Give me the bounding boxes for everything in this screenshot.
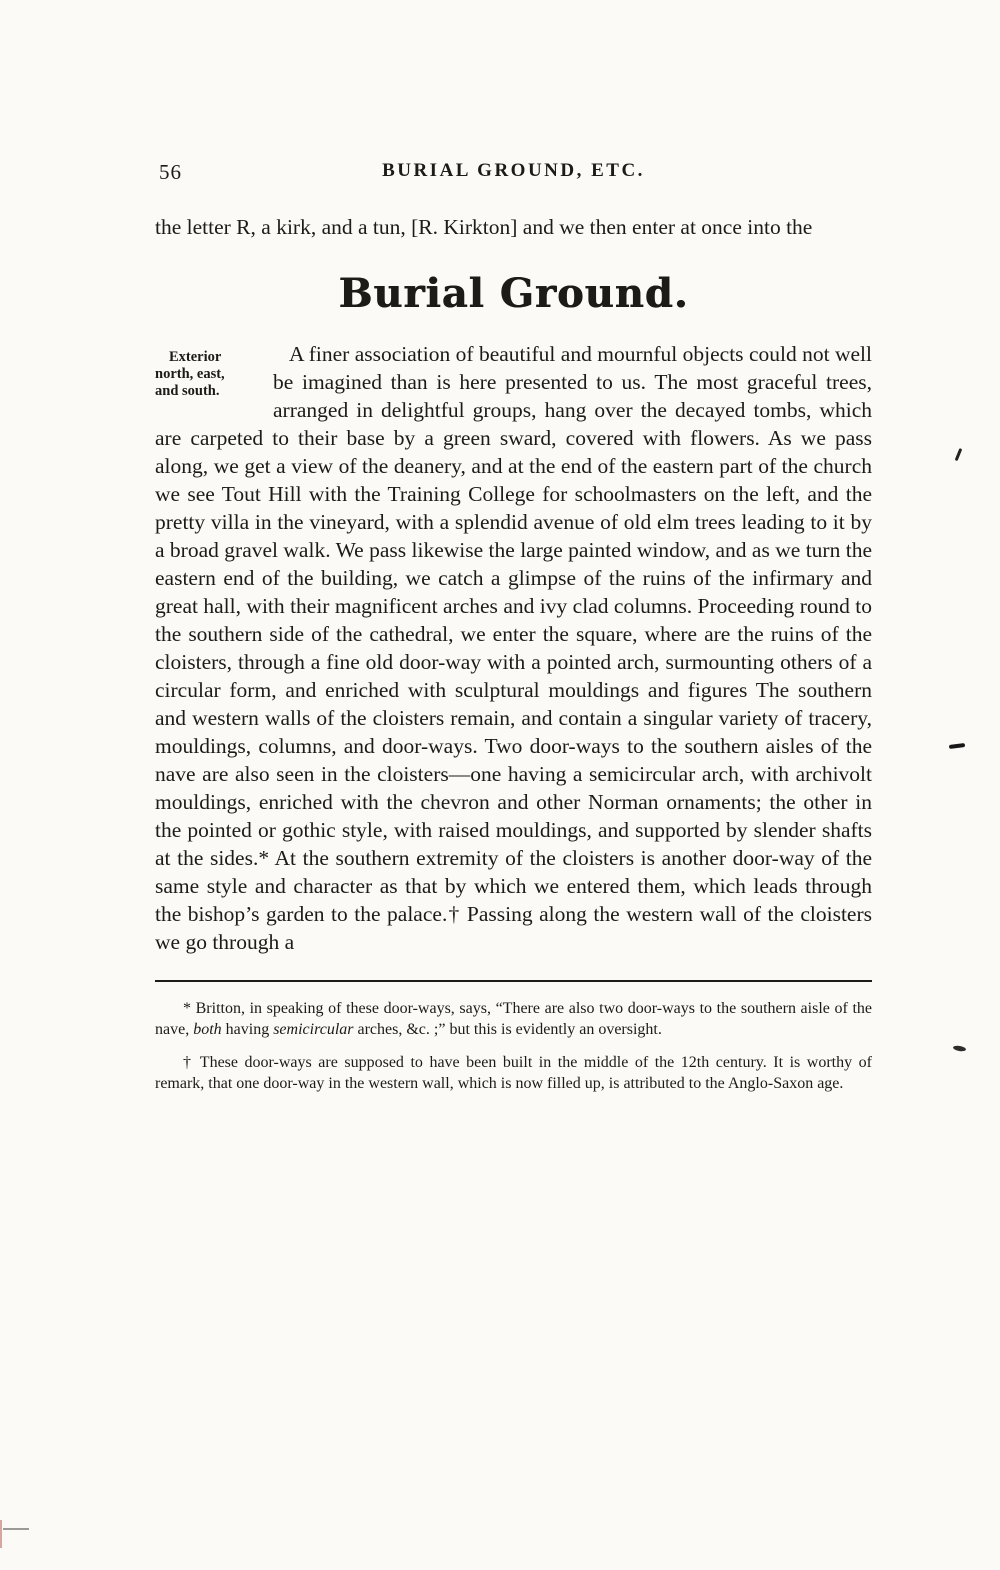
section-heading: Burial Ground. [338, 270, 689, 317]
scan-artifact-right-2 [949, 743, 965, 748]
footnote-1-italic: semicircular [273, 1021, 354, 1038]
margin-note [155, 349, 273, 417]
intro-paragraph: the letter R, a kirk, and a tun, [R. Kirkton] and we then enter at once into the [155, 215, 813, 239]
footnote-1-text: having [221, 1021, 274, 1038]
scan-artifact-right-3 [953, 1045, 967, 1052]
footnote-rule [155, 980, 872, 982]
footnote-1-text: arches, &c. ;” but this is evidently an oversight. [353, 1021, 662, 1038]
footnote-1 [155, 998, 872, 1040]
margin-note-line: Exterior [169, 349, 222, 365]
scan-artifact-left-edge [0, 1520, 2, 1548]
footnote-1-italic: both [193, 1021, 222, 1038]
margin-note-line: north, east, [155, 366, 225, 382]
scan-artifact-bottom-left [3, 1528, 29, 1530]
footnote-1-text: * Britton, in speaking of these door-ways, says, “There are also two door-ways to the southern aisle of the nave, [155, 1000, 872, 1038]
page-header [155, 160, 872, 182]
body-paragraph [155, 340, 872, 956]
margin-note-line: and south. [155, 383, 220, 399]
page-content [155, 213, 872, 1106]
scan-artifact-right-1 [955, 448, 962, 461]
body-text: A finer association of beautiful and mournful objects could not well be imagined than is here presented to us. The most graceful trees, arranged in delightful groups, hang over the decayed tombs, which are carpeted to their base by a green sward, covered with flowers. As we pass along, we get a view of the deanery, and at the end of the eastern part of the church we see Tout Hill with the Training College for schoolmasters on the left, and the pretty villa in the vineyard, with a splendid avenue of old elm trees leading to it by a broad gravel walk. We pass likewise the large painted window, and as we turn the eastern end of the building, we catch a glimpse of the ruins of the infirmary and great hall, with their magnificent arches and ivy clad columns. Proceeding round to the southern side of the cathedral, we enter the square, where are the ruins of the cloisters, through a fine old door-way with a pointed arch, surmounting others of a circular form, and enriched with sculptural mouldings and figures The southern and western walls of the cloisters remain, and contain a singular variety of tracery, mouldings, columns, and door-ways. Two door-ways to the southern aisles of the nave are also seen in the cloisters—one having a semicircular arch, with archivolt mouldings, enriched with the chevron and other Norman ornaments; the other in the pointed or gothic style, with raised mouldings, and supported by slender shafts at the sides.* At the southern extremity of the cloisters is another door-way of the same style and character as that by which we entered them, which leads through the bishop’s garden to the palace.† Passing along the western wall of the cloisters we go through a [155, 342, 872, 954]
page-number: 56 [159, 160, 182, 184]
footnote-2: † These door-ways are supposed to have been built in the middle of the 12th century. It is worthy of remark, that one door-way in the western wall, which is now filled up, is attributed to the Anglo-Saxon age. [155, 1054, 872, 1092]
running-head: BURIAL GROUND, ETC. [382, 160, 645, 181]
